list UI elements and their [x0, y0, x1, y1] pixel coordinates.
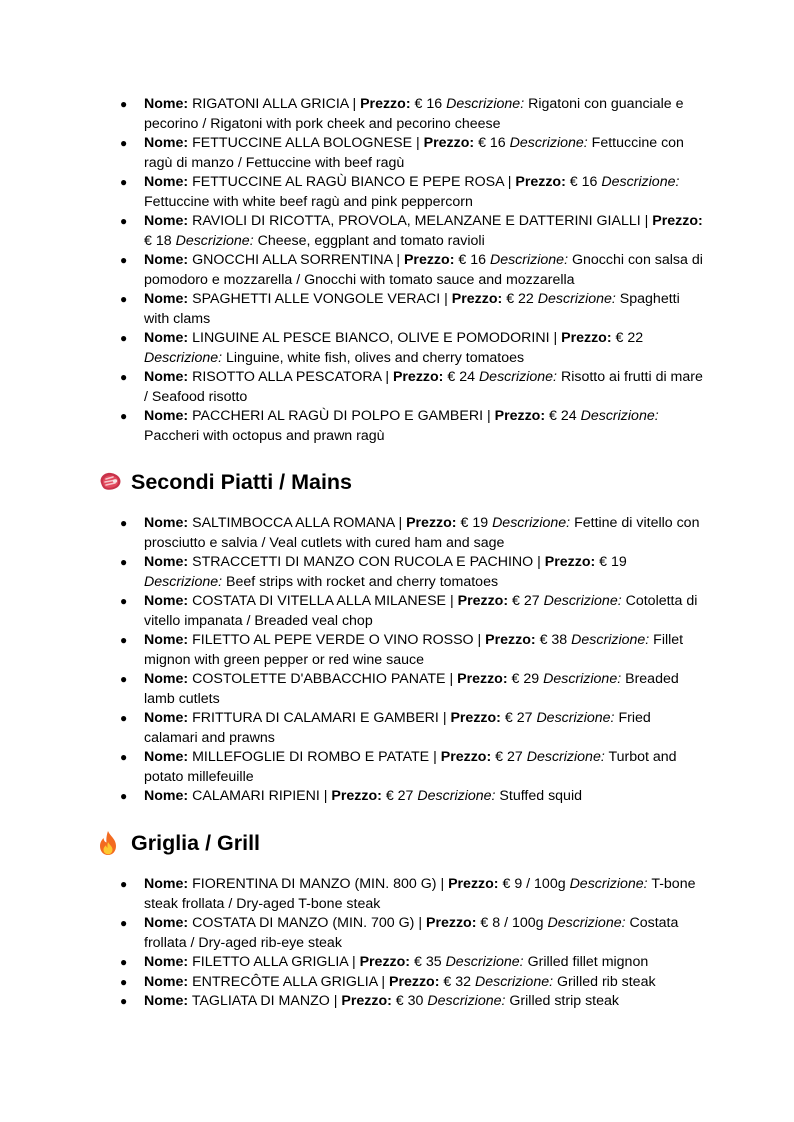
menu-item [118, 787, 708, 807]
dish-price: € 18 [144, 232, 172, 249]
separator: | [507, 174, 512, 190]
separator: | [323, 788, 328, 804]
dish-description: Paccheri with octopus and prawn ragù [144, 427, 385, 444]
dish-name: FIORENTINA DI MANZO (MIN. 800 G) [192, 876, 437, 892]
description-label: Descrizione: [569, 876, 648, 892]
price-label: Prezzo: [652, 213, 703, 229]
name-label: Nome: [144, 973, 189, 990]
list-bullet: ● [120, 175, 128, 189]
description-label: Descrizione: [509, 135, 588, 151]
name-label: Nome: [144, 749, 189, 765]
separator: | [385, 369, 389, 385]
dish-description: Cheese, eggplant and tomato ravioli [257, 232, 485, 249]
list-bullet: ● [120, 409, 128, 423]
separator: | [644, 213, 649, 229]
name-label: Nome: [144, 213, 189, 229]
dish-description: Fettuccine con ragù di manzo / Fettuccine with beef ragù [144, 135, 684, 171]
description-label: Descrizione: [536, 710, 615, 726]
menu-item [118, 407, 708, 446]
menu-item [118, 953, 708, 973]
price-label: Prezzo: [561, 330, 612, 346]
section-heading-secondi [97, 468, 352, 496]
separator: | [418, 915, 423, 931]
description-label: Descrizione: [474, 973, 554, 990]
list-bullet: ● [120, 555, 128, 569]
name-label: Nome: [144, 291, 189, 307]
menu-item [118, 875, 708, 914]
description-label: Descrizione: [144, 349, 223, 366]
dish-name: SALTIMBOCCA ALLA ROMANA [192, 515, 395, 531]
dish-description: Cotoletta di vitello impanata / Breaded veal chop [144, 593, 698, 629]
separator: | [553, 330, 558, 346]
dish-name: COSTOLETTE D'ABBACCHIO PANATE [192, 671, 446, 687]
dish-price: € 35 [413, 954, 442, 970]
list-bullet: ● [120, 516, 128, 530]
description-label: Descrizione: [492, 515, 571, 531]
dish-description: Grilled fillet mignon [527, 954, 649, 970]
list-bullet: ● [120, 955, 128, 969]
name-label: Nome: [144, 554, 189, 570]
menu-item [118, 914, 708, 953]
description-label: Descrizione: [543, 671, 622, 687]
dish-price: € 9 / 100g [502, 876, 566, 892]
description-label: Descrizione: [446, 96, 525, 112]
fire-icon [97, 830, 123, 856]
dish-description: Costata frollata / Dry-aged rib-eye steak [144, 915, 679, 951]
dish-price: € 16 [569, 174, 598, 190]
name-label: Nome: [144, 330, 189, 346]
menu-item [118, 329, 708, 368]
dish-description: Breaded lamb cutlets [144, 671, 679, 707]
price-label: Prezzo: [485, 632, 536, 648]
dish-price: € 27 [512, 593, 540, 609]
separator: | [440, 876, 445, 892]
menu-item [118, 95, 708, 134]
price-label: Prezzo: [341, 993, 392, 1009]
secondi-menu-list [118, 514, 708, 807]
dish-price: € 22 [615, 330, 644, 346]
name-label: Nome: [144, 876, 189, 892]
separator: | [477, 632, 482, 648]
dish-name: CALAMARI RIPIENI [192, 788, 320, 804]
dish-price: € 38 [539, 632, 568, 648]
dish-price: € 19 [460, 515, 489, 531]
dish-price: € 24 [549, 408, 577, 424]
name-label: Nome: [144, 671, 189, 687]
price-label: Prezzo: [360, 96, 411, 112]
dish-name: FILETTO AL PEPE VERDE O VINO ROSSO [192, 632, 474, 648]
price-label: Prezzo: [451, 291, 503, 307]
description-label: Descrizione: [543, 593, 622, 609]
price-label: Prezzo: [392, 369, 444, 385]
list-bullet: ● [120, 711, 128, 725]
menu-item [118, 251, 708, 290]
dish-name: GNOCCHI ALLA SORRENTINA [192, 252, 393, 268]
price-label: Prezzo: [494, 408, 546, 424]
description-label: Descrizione: [547, 915, 626, 931]
section-title: Griglia / Grill [131, 831, 261, 855]
dish-name: SPAGHETTI ALLE VONGOLE VERACI [192, 291, 441, 307]
dish-name: LINGUINE AL PESCE BIANCO, OLIVE E POMODORINI [192, 330, 550, 346]
menu-item [118, 368, 708, 407]
price-label: Prezzo: [423, 135, 475, 151]
description-label: Descrizione: [537, 291, 616, 307]
dish-price: € 19 [599, 554, 627, 570]
name-label: Nome: [144, 954, 189, 970]
dish-name: COSTATA DI MANZO (MIN. 700 G) [192, 915, 415, 931]
dish-price: € 24 [447, 369, 475, 385]
dish-description: Risotto ai frutti di mare / Seafood risotto [144, 369, 703, 405]
dish-description: Beef strips with rocket and cherry tomatoes [226, 573, 499, 590]
dish-price: € 27 [504, 710, 533, 726]
dish-description: Fettuccine with white beef ragù and pink peppercorn [144, 193, 473, 210]
dish-name: FILETTO ALLA GRIGLIA [192, 954, 348, 970]
separator: | [381, 973, 386, 990]
dish-price: € 16 [458, 252, 486, 268]
price-label: Prezzo: [403, 252, 455, 268]
dish-name: PACCHERI AL RAGÙ DI POLPO E GAMBERI [192, 408, 484, 424]
name-label: Nome: [144, 96, 189, 112]
menu-item [118, 134, 708, 173]
dish-price: € 16 [478, 135, 506, 151]
list-bullet: ● [120, 594, 128, 608]
name-label: Nome: [144, 515, 189, 531]
dish-description: Fried calamari and prawns [144, 710, 651, 746]
dish-price: € 16 [414, 96, 443, 112]
menu-item [118, 748, 708, 787]
name-label: Nome: [144, 788, 189, 804]
separator: | [449, 593, 454, 609]
dish-description: Grilled rib steak [557, 973, 656, 990]
list-bullet: ● [120, 789, 128, 803]
griglia-menu-list [118, 875, 708, 1012]
separator: | [486, 408, 491, 424]
dish-price: € 32 [443, 973, 472, 990]
dish-description: Rigatoni con guanciale e pecorino / Rigatoni with pork cheek and pecorino cheese [144, 96, 684, 132]
dish-description: Turbot and potato millefeuille [144, 749, 677, 785]
name-label: Nome: [144, 710, 189, 726]
list-bullet: ● [120, 97, 128, 111]
description-label: Descrizione: [489, 252, 569, 268]
separator: | [444, 291, 448, 307]
dish-price: € 8 / 100g [480, 915, 544, 931]
dish-name: COSTATA DI VITELLA ALLA MILANESE [192, 593, 447, 609]
list-bullet: ● [120, 136, 128, 150]
section-heading-griglia [97, 829, 260, 857]
description-label: Descrizione: [601, 174, 680, 190]
dish-description: Grilled strip steak [509, 993, 619, 1009]
dish-name: MILLEFOGLIE DI ROMBO E PATATE [192, 749, 430, 765]
name-label: Nome: [144, 993, 189, 1009]
name-label: Nome: [144, 915, 189, 931]
list-bullet: ● [120, 877, 128, 891]
description-label: Descrizione: [526, 749, 605, 765]
steak-icon [97, 469, 123, 495]
price-label: Prezzo: [426, 915, 477, 931]
menu-item [118, 173, 708, 212]
name-label: Nome: [144, 174, 189, 190]
list-bullet: ● [120, 292, 128, 306]
name-label: Nome: [144, 135, 189, 151]
dish-description: Gnocchi con salsa di pomodoro e mozzarella / Gnocchi with tomato sauce and mozzarella [144, 252, 703, 288]
menu-item [118, 592, 708, 631]
dish-description: Linguine, white fish, olives and cherry tomatoes [226, 349, 525, 366]
dish-name: RIGATONI ALLA GRICIA [192, 96, 349, 112]
list-bullet: ● [120, 370, 128, 384]
dish-price: € 27 [385, 788, 414, 804]
dish-price: € 29 [511, 671, 540, 687]
price-label: Prezzo: [544, 554, 596, 570]
pasta-menu-list [118, 95, 708, 446]
dish-description: Spaghetti with clams [144, 291, 680, 327]
dish-name: ENTRECÔTE ALLA GRIGLIA [192, 973, 378, 990]
description-label: Descrizione: [417, 788, 496, 804]
price-label: Prezzo: [448, 876, 499, 892]
price-label: Prezzo: [359, 954, 411, 970]
menu-item [118, 973, 708, 993]
dish-name: FETTUCCINE ALLA BOLOGNESE [192, 135, 413, 151]
list-bullet: ● [120, 672, 128, 686]
dish-description: T-bone steak frollata / Dry-aged T-bone steak [144, 876, 696, 912]
menu-item [118, 631, 708, 670]
separator: | [333, 993, 338, 1009]
price-label: Prezzo: [450, 710, 501, 726]
description-label: Descrizione: [175, 232, 254, 249]
dish-description: Fillet mignon with green pepper or red wine sauce [144, 632, 684, 668]
separator: | [416, 135, 420, 151]
list-bullet: ● [120, 331, 128, 345]
list-bullet: ● [120, 214, 128, 228]
separator: | [433, 749, 437, 765]
price-label: Prezzo: [457, 671, 508, 687]
list-bullet: ● [120, 253, 128, 267]
list-bullet: ● [120, 633, 128, 647]
dish-description: Fettine di vitello con prosciutto e salvia / Veal cutlets with cured ham and sage [144, 515, 700, 551]
price-label: Prezzo: [331, 788, 382, 804]
description-label: Descrizione: [427, 993, 506, 1009]
description-label: Descrizione: [445, 954, 524, 970]
name-label: Nome: [144, 369, 189, 385]
list-bullet: ● [120, 916, 128, 930]
dish-name: RISOTTO ALLA PESCATORA [192, 369, 382, 385]
dish-name: FETTUCCINE AL RAGÙ BIANCO E PEPE ROSA [192, 174, 504, 190]
menu-item [118, 514, 708, 553]
section-title: Secondi Piatti / Mains [131, 470, 353, 494]
price-label: Prezzo: [406, 515, 457, 531]
dish-name: RAVIOLI DI RICOTTA, PROVOLA, MELANZANE E DATTERINI GIALLI [192, 213, 641, 229]
menu-item [118, 290, 708, 329]
separator: | [449, 671, 454, 687]
dish-price: € 27 [495, 749, 523, 765]
separator: | [442, 710, 447, 726]
dish-name: STRACCETTI DI MANZO CON RUCOLA E PACHINO [192, 554, 534, 570]
name-label: Nome: [144, 593, 189, 609]
menu-item [118, 553, 708, 592]
dish-price: € 30 [395, 993, 424, 1009]
name-label: Nome: [144, 252, 189, 268]
separator: | [537, 554, 541, 570]
menu-item [118, 709, 708, 748]
price-label: Prezzo: [457, 593, 509, 609]
menu-item [118, 992, 708, 1012]
list-bullet: ● [120, 750, 128, 764]
dish-name: FRITTURA DI CALAMARI E GAMBERI [192, 710, 439, 726]
price-label: Prezzo: [389, 973, 440, 990]
list-bullet: ● [120, 974, 128, 989]
price-label: Prezzo: [440, 749, 492, 765]
description-label: Descrizione: [571, 632, 650, 648]
name-label: Nome: [144, 632, 189, 648]
description-label: Descrizione: [580, 408, 659, 424]
list-bullet: ● [120, 994, 128, 1008]
separator: | [398, 515, 403, 531]
name-label: Nome: [144, 408, 189, 424]
menu-item [118, 670, 708, 709]
separator: | [396, 252, 401, 268]
separator: | [352, 96, 357, 112]
price-label: Prezzo: [515, 174, 566, 190]
description-label: Descrizione: [144, 573, 223, 590]
dish-name: TAGLIATA DI MANZO [191, 993, 330, 1009]
dish-description: Stuffed squid [499, 788, 582, 804]
menu-item [118, 212, 708, 251]
separator: | [351, 954, 356, 970]
description-label: Descrizione: [478, 369, 557, 385]
dish-price: € 22 [506, 291, 534, 307]
